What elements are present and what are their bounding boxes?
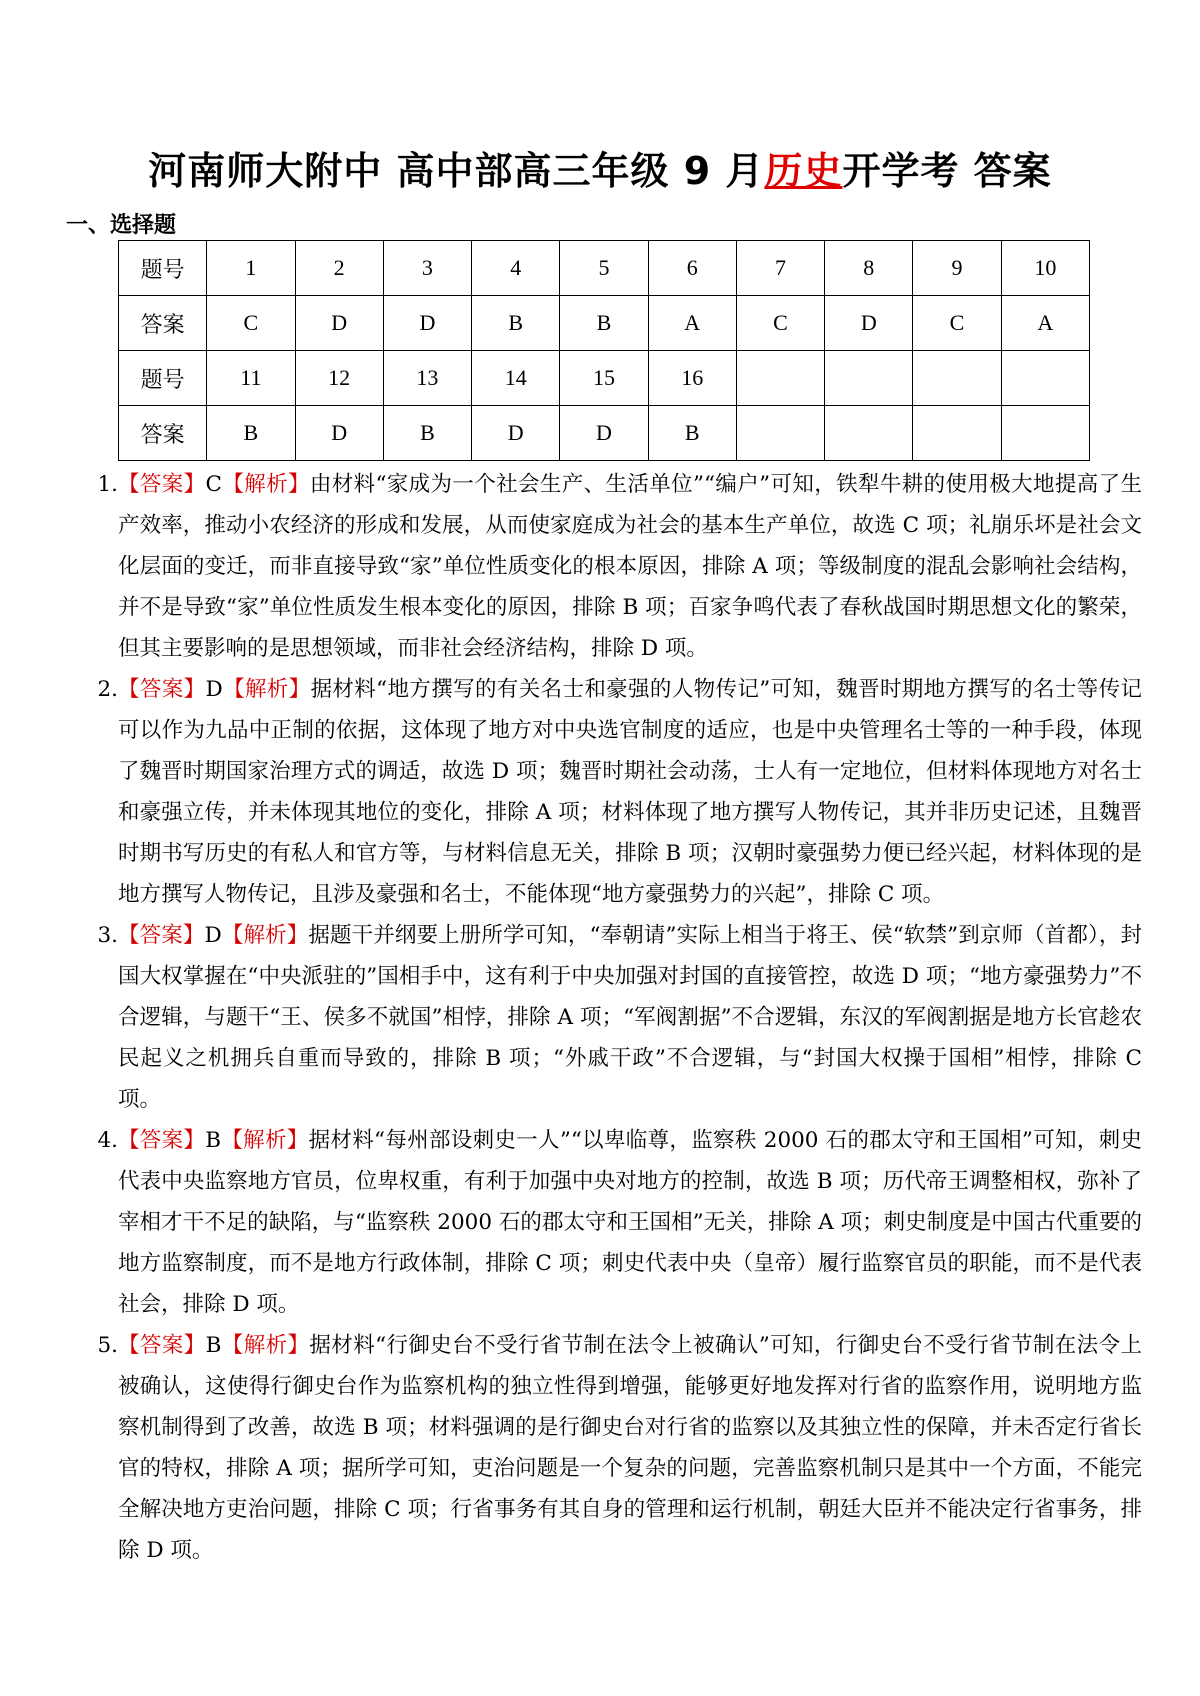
table-row [119, 351, 1090, 406]
explanation-item [62, 1325, 1142, 1571]
table-cell: C [913, 296, 1001, 351]
answer-tag: 【答案】 [118, 472, 206, 497]
table-cell: D [295, 406, 383, 461]
table-cell: 10 [1001, 241, 1089, 296]
answer-tag: 【答案】 [118, 923, 205, 948]
analysis-tag: 【解析】 [221, 1333, 310, 1358]
table-cell: 4 [472, 241, 560, 296]
table-cell: B [207, 406, 295, 461]
item-number: 4. [97, 1128, 118, 1153]
table-row [119, 406, 1090, 461]
table-cell: 8 [825, 241, 913, 296]
page-title [0, 140, 1200, 195]
table-cell [825, 351, 913, 406]
table-cell: C [736, 296, 824, 351]
title-suffix: 开学考 答案 [842, 149, 1052, 193]
table-cell: 15 [560, 351, 648, 406]
explanation-item [62, 669, 1142, 915]
row-header-cell: 题号 [119, 241, 207, 296]
analysis-tag: 【解析】 [221, 472, 310, 497]
table-cell: D [295, 296, 383, 351]
answer-tag: 【答案】 [118, 677, 206, 702]
table-cell: 7 [736, 241, 824, 296]
table-cell: D [825, 296, 913, 351]
table-cell: D [472, 406, 560, 461]
table-cell [1001, 351, 1089, 406]
item-number: 3. [97, 923, 118, 948]
table-cell: 12 [295, 351, 383, 406]
table-cell: 6 [648, 241, 736, 296]
title-prefix: 河南师大附中 高中部高三年级 9 月 [148, 149, 765, 193]
table-cell [825, 406, 913, 461]
table-cell: 1 [207, 241, 295, 296]
explanation-text: 据材料“每州部设刺史一人”“以卑临尊，监察秩 2000 石的郡太守和王国相”可知，刺史代表中央监察地方官员，位卑权重，有利于加强中央对地方的控制，故选 B 项；历代帝王调整相权，弥补了宰相才干不足的缺陷，与“监察秩 2000 石的郡太守和王国相”无关，排除 A 项；刺史制度是中国古代重要的地方监察制度，而不是地方行政体制，排除 C 项；刺史代表中央（皇帝）履行监察官员的职能，而不是代表社会，排除 D 项。 [118, 1128, 1142, 1317]
answer-letter: D [204, 923, 222, 948]
table-cell: 2 [295, 241, 383, 296]
row-header-cell: 答案 [119, 406, 207, 461]
table-cell: 16 [648, 351, 736, 406]
answer-table [118, 240, 1090, 461]
table-cell: A [1001, 296, 1089, 351]
table-cell: B [560, 296, 648, 351]
answer-letter: B [205, 1333, 222, 1358]
table-cell: B [648, 406, 736, 461]
analysis-tag: 【解析】 [221, 923, 309, 948]
analysis-tag: 【解析】 [221, 1128, 309, 1153]
row-header-cell: 答案 [119, 296, 207, 351]
explanation-text: 由材料“家成为一个社会生产、生活单位”“编户”可知，铁犁牛耕的使用极大地提高了生产效率，推动小农经济的形成和发展，从而使家庭成为社会的基本生产单位，故选 C 项；礼崩乐坏是社会文化层面的变迁，而非直接导致“家”单位性质变化的根本原因，排除 A 项；等级制度的混乱会影响社会结构，并不是导致“家”单位性质发生根本变化的原因，排除 B 项；百家争鸣代表了春秋战国时期思想文化的繁荣，但其主要影响的是思想领域，而非社会经济结构，排除 D 项。 [118, 472, 1142, 661]
answer-tag: 【答案】 [118, 1333, 206, 1358]
table-cell: D [383, 296, 471, 351]
explanation-list [62, 464, 1142, 1571]
table-cell: B [383, 406, 471, 461]
item-number: 1. [97, 472, 118, 497]
answer-letter: C [205, 472, 222, 497]
table-cell: C [207, 296, 295, 351]
table-cell: 3 [383, 241, 471, 296]
title-subject: 历史 [764, 149, 843, 193]
answer-tag: 【答案】 [118, 1128, 206, 1153]
table-cell [1001, 406, 1089, 461]
table-cell [736, 351, 824, 406]
item-number: 5. [97, 1333, 118, 1358]
table-cell: A [648, 296, 736, 351]
table-cell [913, 351, 1001, 406]
table-cell: 5 [560, 241, 648, 296]
table-cell: D [560, 406, 648, 461]
explanation-item [62, 464, 1142, 669]
explanation-text: 据材料“地方撰写的有关名士和豪强的人物传记”可知，魏晋时期地方撰写的名士等传记可以作为九品中正制的依据，这体现了地方对中央选官制度的适应，也是中央管理名士等的一种手段，体现了魏晋时期国家治理方式的调适，故选 D 项；魏晋时期社会动荡，士人有一定地位，但材料体现地方对名士和豪强立传，并未体现其地位的变化，排除 A 项；材料体现了地方撰写人物传记，其并非历史记述，且魏晋时期书写历史的有私人和官方等，与材料信息无关，排除 B 项；汉朝时豪强势力便已经兴起，材料体现的是地方撰写人物传记，且涉及豪强和名士，不能体现“地方豪强势力的兴起”，排除 C 项。 [118, 677, 1142, 907]
explanation-item [62, 1120, 1142, 1325]
row-header-cell: 题号 [119, 351, 207, 406]
table-cell: 14 [472, 351, 560, 406]
explanation-text: 据题干并纲要上册所学可知，“奉朝请”实际上相当于将王、侯“软禁”到京师（首都），封国大权掌握在“中央派驻的”国相手中，这有利于中央加强对封国的直接管控，故选 D 项；“地方豪强势力”不合逻辑，与题干“王、侯多不就国”相悖，排除 A 项；“军阀割据”不合逻辑，东汉的军阀割据是地方长官趁农民起义之机拥兵自重而导致的，排除 B 项；“外戚干政”不合逻辑，与“封国大权操于国相”相悖，排除 C 项。 [118, 923, 1142, 1112]
analysis-tag: 【解析】 [222, 677, 311, 702]
explanation-text: 据材料“行御史台不受行省节制在法令上被确认”可知，行御史台不受行省节制在法令上被确认，这使得行御史台作为监察机构的独立性得到增强，能够更好地发挥对行省的监察作用，说明地方监察机制得到了改善，故选 B 项；材料强调的是行御史台对行省的监察以及其独立性的保障，并未否定行省长官的特权，排除 A 项；据所学可知，吏治问题是一个复杂的问题，完善监察机制只是其中一个方面，不能完全解决地方吏治问题，排除 C 项；行省事务有其自身的管理和运行机制，朝廷大臣并不能决定行省事务，排除 D 项。 [118, 1333, 1142, 1563]
table-cell [913, 406, 1001, 461]
table-row [119, 241, 1090, 296]
answer-letter: B [205, 1128, 222, 1153]
table-cell [736, 406, 824, 461]
explanation-item [62, 915, 1142, 1120]
table-cell: 11 [207, 351, 295, 406]
section-heading: 一、选择题 [66, 213, 177, 238]
table-cell: B [472, 296, 560, 351]
table-cell: 9 [913, 241, 1001, 296]
answer-letter: D [205, 677, 223, 702]
table-row [119, 296, 1090, 351]
item-number: 2. [97, 677, 118, 702]
table-cell: 13 [383, 351, 471, 406]
